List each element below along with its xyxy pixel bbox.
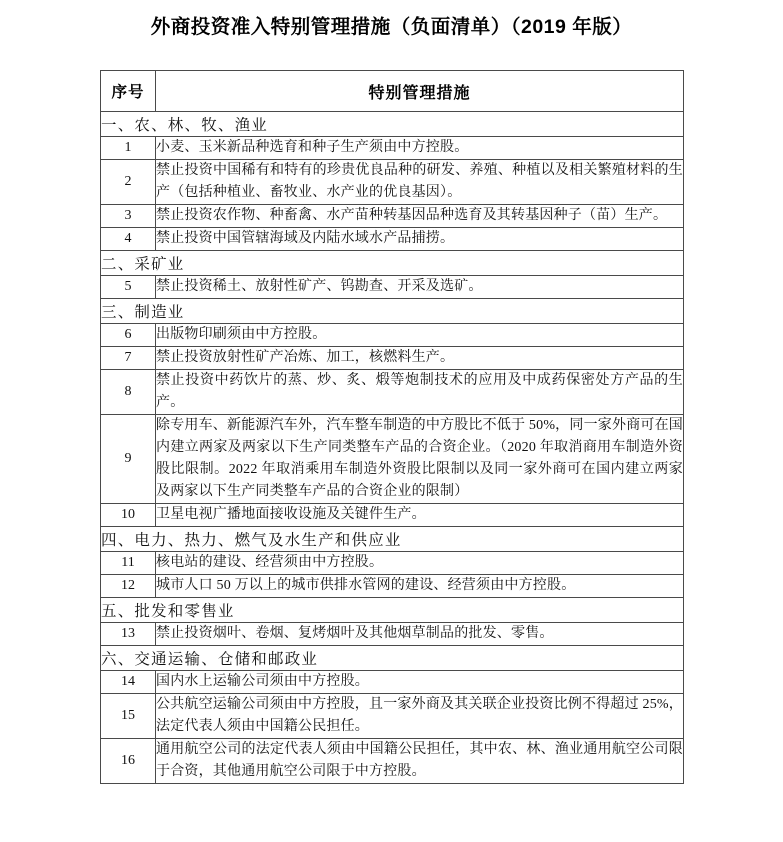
row-number: 7: [101, 347, 156, 370]
table-row: [101, 671, 684, 694]
row-number: 13: [101, 623, 156, 646]
row-measure-text: 禁止投资放射性矿产冶炼、加工，核燃料生产。: [156, 347, 684, 370]
page-title: 外商投资准入特别管理措施（负面清单）（2019 年版）: [150, 16, 633, 38]
table-body: [101, 112, 684, 784]
table-section-row: [101, 646, 684, 671]
row-measure-text: 禁止投资烟叶、卷烟、复烤烟叶及其他烟草制品的批发、零售。: [156, 623, 684, 646]
row-number: 12: [101, 575, 156, 598]
row-measure-text: 禁止投资稀土、放射性矿产、钨勘查、开采及选矿。: [156, 276, 684, 299]
table-header-row: [101, 71, 684, 112]
table-row: [101, 415, 684, 504]
row-measure-text: 小麦、玉米新品种选育和种子生产须由中方控股。: [156, 137, 684, 160]
row-number: 11: [101, 552, 156, 575]
row-number: 6: [101, 324, 156, 347]
row-number: 4: [101, 228, 156, 251]
section-header-label: 二、采矿业: [101, 251, 684, 276]
table-section-row: [101, 112, 684, 137]
table-row: [101, 575, 684, 598]
row-measure-text: 禁止投资农作物、种畜禽、水产苗种转基因品种选育及其转基因种子（苗）生产。: [156, 205, 684, 228]
row-number: 15: [101, 694, 156, 739]
row-measure-text: 公共航空运输公司须由中方控股，且一家外商及其关联企业投资比例不得超过 25%，法定代表人须由中国籍公民担任。: [156, 694, 684, 739]
row-measure-text: 通用航空公司的法定代表人须由中国籍公民担任，其中农、林、渔业通用航空公司限于合资，其他通用航空公司限于中方控股。: [156, 739, 684, 784]
negative-list-table-container: [100, 70, 683, 784]
table-row: [101, 623, 684, 646]
table-row: [101, 347, 684, 370]
row-measure-text: 国内水上运输公司须由中方控股。: [156, 671, 684, 694]
row-number: 16: [101, 739, 156, 784]
row-measure-text: 城市人口 50 万以上的城市供排水管网的建设、经营须由中方控股。: [156, 575, 684, 598]
row-number: 3: [101, 205, 156, 228]
table-row: [101, 324, 684, 347]
row-number: 5: [101, 276, 156, 299]
negative-list-table: [100, 70, 684, 784]
section-header-label: 三、制造业: [101, 299, 684, 324]
table-row: [101, 276, 684, 299]
table-header: [101, 71, 684, 112]
row-measure-text: 除专用车、新能源汽车外，汽车整车制造的中方股比不低于 50%，同一家外商可在国内建立两家及两家以下生产同类整车产品的合资企业。（2020 年取消商用车制造外资股比限制。2022 年取消乘用车制造外资股比限制以及同一家外商可在国内建立两家及两家以下生产同类整车产品的合资企业的限制）: [156, 415, 684, 504]
table-row: [101, 137, 684, 160]
table-row: [101, 552, 684, 575]
table-row: [101, 504, 684, 527]
table-section-row: [101, 299, 684, 324]
table-row: [101, 160, 684, 205]
table-row: [101, 370, 684, 415]
section-header-label: 五、批发和零售业: [101, 598, 684, 623]
row-measure-text: 禁止投资中国稀有和特有的珍贵优良品种的研发、养殖、种植以及相关繁殖材料的生产（包括种植业、畜牧业、水产业的优良基因）。: [156, 160, 684, 205]
column-header-measure: 特别管理措施: [156, 71, 684, 112]
table-section-row: [101, 527, 684, 552]
row-number: 1: [101, 137, 156, 160]
row-number: 9: [101, 415, 156, 504]
section-header-label: 六、交通运输、仓储和邮政业: [101, 646, 684, 671]
table-section-row: [101, 251, 684, 276]
table-row: [101, 694, 684, 739]
row-measure-text: 禁止投资中国管辖海域及内陆水域水产品捕捞。: [156, 228, 684, 251]
row-number: 10: [101, 504, 156, 527]
table-row: [101, 205, 684, 228]
row-measure-text: 卫星电视广播地面接收设施及关键件生产。: [156, 504, 684, 527]
table-row: [101, 739, 684, 784]
row-number: 2: [101, 160, 156, 205]
row-measure-text: 出版物印刷须由中方控股。: [156, 324, 684, 347]
section-header-label: 一、农、林、牧、渔业: [101, 112, 684, 137]
column-header-number: 序号: [101, 71, 156, 112]
row-measure-text: 核电站的建设、经营须由中方控股。: [156, 552, 684, 575]
row-number: 14: [101, 671, 156, 694]
table-row: [101, 228, 684, 251]
table-section-row: [101, 598, 684, 623]
section-header-label: 四、电力、热力、燃气及水生产和供应业: [101, 527, 684, 552]
row-number: 8: [101, 370, 156, 415]
row-measure-text: 禁止投资中药饮片的蒸、炒、炙、煅等炮制技术的应用及中成药保密处方产品的生产。: [156, 370, 684, 415]
